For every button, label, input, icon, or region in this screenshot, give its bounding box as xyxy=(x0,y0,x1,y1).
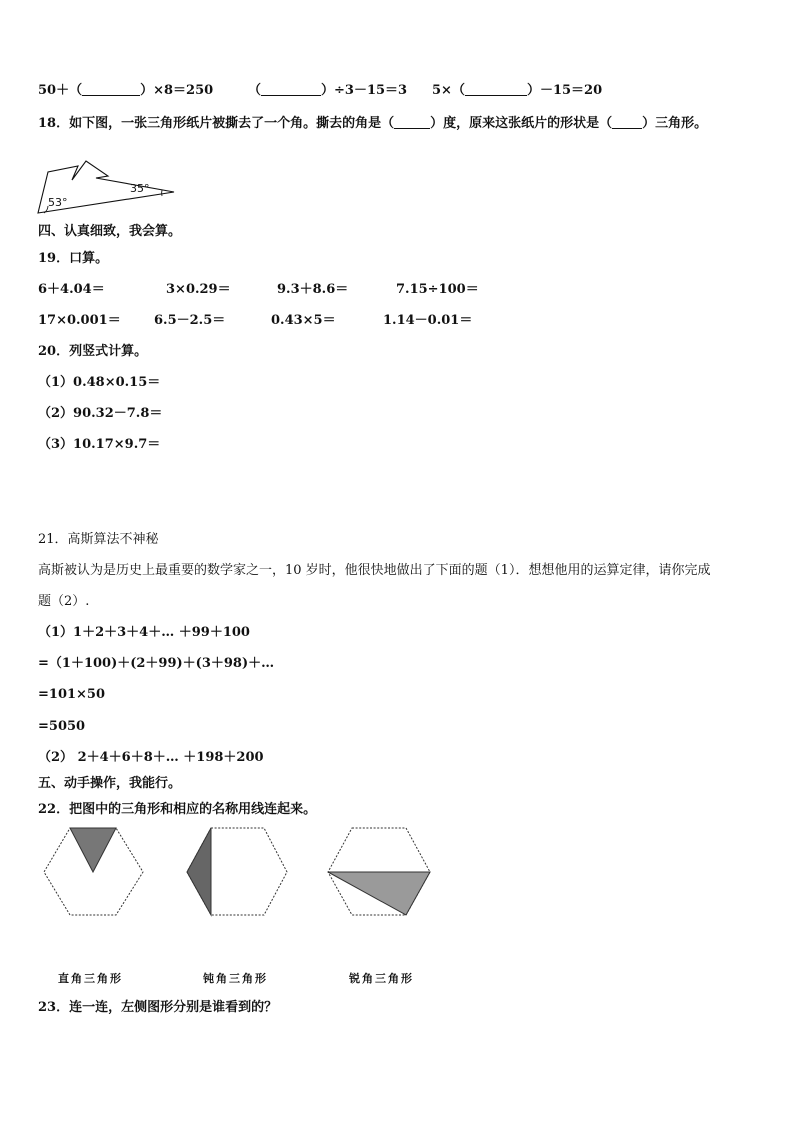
label-obtuse-triangle[interactable]: 钝角三角形 xyxy=(203,972,268,985)
question-22-title: 22．把图中的三角形和相应的名称用线连起来。 xyxy=(38,802,317,817)
label-acute-triangle[interactable]: 锐角三角形 xyxy=(349,972,414,985)
question-23-title: 23．连一连，左侧图形分别是谁看到的？ xyxy=(38,1000,278,1015)
mental-math-item: 0.43×5＝ xyxy=(271,313,336,328)
gauss-exercise-2: （2） 2＋4＋6＋8＋… ＋198＋200 xyxy=(38,750,264,765)
equation-1-prefix: 50＋（ xyxy=(38,83,83,98)
section-4-heading: 四、认真细致，我会算。 xyxy=(38,224,182,239)
question-19-title: 19．口算。 xyxy=(38,251,109,266)
mental-math-item: 7.15÷100＝ xyxy=(396,282,479,297)
gauss-work-line: =101×50 xyxy=(38,687,106,702)
question-20-title: 20．列竖式计算。 xyxy=(38,344,148,359)
gauss-work-line: （1）1＋2＋3＋4＋… ＋99＋100 xyxy=(38,625,250,640)
shaded-triangle xyxy=(70,828,116,872)
question-21-title: 21．高斯算法不神秘 xyxy=(38,532,159,547)
equation-3-suffix: ）－15＝20 xyxy=(526,83,603,98)
label-right-triangle[interactable]: 直角三角形 xyxy=(58,972,123,985)
gauss-paragraph-line-1: 高斯被认为是历史上最重要的数学家之一，10 岁时，他很快地做出了下面的题（1）．想想他用的运算定律，请你完成 xyxy=(38,563,711,578)
shaded-triangle xyxy=(187,828,211,915)
hexagon-figure-3 xyxy=(328,828,430,915)
equation-2-suffix: ）÷3－15＝3 xyxy=(321,83,408,98)
gauss-work-line: =5050 xyxy=(38,719,86,734)
gauss-paragraph-line-2: 题（2）. xyxy=(38,594,90,609)
mental-math-item: 1.14－0.01＝ xyxy=(383,313,473,328)
hexagon-figure-1 xyxy=(44,828,143,915)
mental-math-item: 9.3＋8.6＝ xyxy=(277,282,349,297)
gauss-work-line: =（1＋100)＋(2＋99)＋(3＋98)＋… xyxy=(38,656,275,671)
equation-1-suffix: ）×8＝250 xyxy=(140,83,214,98)
mental-math-item: 17×0.001＝ xyxy=(38,313,121,328)
section-5-heading: 五、动手操作，我能行。 xyxy=(38,776,182,791)
vertical-calc-item-2: （2）90.32－7.8＝ xyxy=(38,406,163,421)
shaded-triangle xyxy=(328,872,430,915)
angle-label-53: 53° xyxy=(48,196,68,209)
equation-2-prefix: （ xyxy=(248,83,262,98)
q18-text-c: ）三角形。 xyxy=(642,116,708,131)
mental-math-item: 3×0.29＝ xyxy=(166,282,231,297)
hexagon-figure-2 xyxy=(187,828,287,915)
mental-math-item: 6.5－2.5＝ xyxy=(154,313,226,328)
vertical-calc-item-1: （1）0.48×0.15＝ xyxy=(38,375,161,390)
vertical-calc-item-3: （3）10.17×9.7＝ xyxy=(38,437,161,452)
mental-math-item: 6＋4.04＝ xyxy=(38,282,105,297)
angle-label-35: 35° xyxy=(130,182,150,195)
q18-text-a: 18．如下图，一张三角形纸片被撕去了一个角。撕去的角是（ xyxy=(38,116,395,131)
equation-3-prefix: 5×（ xyxy=(432,83,465,98)
q18-text-b: ）度，原来这张纸片的形状是（ xyxy=(430,116,613,131)
